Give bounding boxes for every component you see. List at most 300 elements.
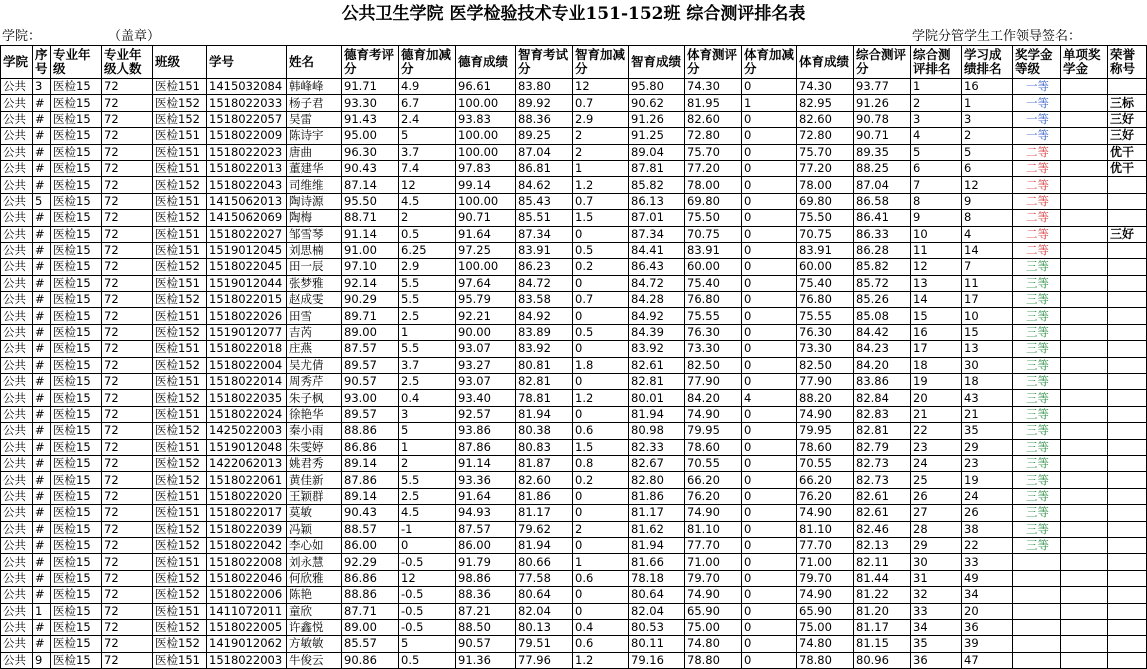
table-cell: 86.43	[629, 259, 685, 275]
table-cell: 9	[911, 210, 962, 226]
table-cell: 84.42	[854, 324, 911, 340]
table-cell: 86.23	[516, 259, 573, 275]
table-cell: #	[33, 242, 51, 258]
table-cell: 三等	[1013, 423, 1061, 439]
table-cell: 2.9	[573, 111, 629, 127]
table-cell: 77.58	[516, 570, 573, 586]
table-cell: 11	[911, 242, 962, 258]
table-cell: 79.95	[797, 423, 854, 439]
table-cell: 74.30	[797, 79, 854, 95]
table-cell: 医检15	[51, 308, 102, 324]
table-cell: 87.34	[516, 226, 573, 242]
table-cell	[1108, 79, 1147, 95]
table-cell: 0	[573, 341, 629, 357]
table-cell: #	[33, 341, 51, 357]
table-cell: 86.58	[854, 193, 911, 209]
table-cell: 7	[962, 259, 1013, 275]
table-cell	[1108, 341, 1147, 357]
table-cell: 16	[962, 79, 1013, 95]
table-cell: 医检15	[51, 357, 102, 373]
table-cell: 5	[399, 128, 456, 144]
table-cell	[1013, 570, 1061, 586]
table-cell: 唐曲	[287, 144, 342, 160]
table-cell: 0	[742, 177, 797, 193]
table-cell: 5.5	[399, 275, 456, 291]
table-cell: 三等	[1013, 374, 1061, 390]
table-cell: 5	[399, 423, 456, 439]
table-cell: 0	[573, 587, 629, 603]
table-cell: 72	[102, 111, 153, 127]
table-cell: 97.64	[456, 275, 516, 291]
table-cell: 72	[102, 455, 153, 471]
table-cell: 1518022017	[207, 505, 287, 521]
table-cell: 72	[102, 374, 153, 390]
table-cell: 26	[962, 505, 1013, 521]
table-cell: 0.2	[573, 472, 629, 488]
table-cell: #	[33, 210, 51, 226]
table-cell: 82.67	[629, 455, 685, 471]
table-cell: 72	[102, 193, 153, 209]
table-cell: 1518022013	[207, 160, 287, 176]
table-cell: 78.81	[516, 390, 573, 406]
table-cell: -0.5	[399, 587, 456, 603]
table-cell: 78.60	[685, 439, 742, 455]
table-cell: 21	[962, 406, 1013, 422]
table-cell: 医检151	[153, 603, 207, 619]
table-cell: 1518022043	[207, 177, 287, 193]
table-cell: 公共	[1, 95, 33, 111]
table-cell: 周秀芹	[287, 374, 342, 390]
table-cell: 93.07	[456, 374, 516, 390]
table-cell: #	[33, 144, 51, 160]
table-cell: 医检15	[51, 259, 102, 275]
table-cell: -0.5	[399, 603, 456, 619]
table-cell: 85.72	[854, 275, 911, 291]
table-cell: 74.90	[797, 587, 854, 603]
table-cell: 80.11	[629, 636, 685, 652]
table-cell: 87.71	[342, 603, 399, 619]
table-cell: 23	[911, 439, 962, 455]
table-cell	[1061, 95, 1108, 111]
table-cell: 韩峰峰	[287, 79, 342, 95]
table-cell: 82.04	[516, 603, 573, 619]
table-cell: 89.00	[342, 619, 399, 635]
table-cell: 0.6	[573, 423, 629, 439]
table-cell: 医检151	[153, 160, 207, 176]
table-cell: 朱雯婷	[287, 439, 342, 455]
table-cell: 1	[573, 554, 629, 570]
table-cell	[1061, 423, 1108, 439]
table-row	[1, 177, 1147, 193]
table-cell: 公共	[1, 226, 33, 242]
table-cell: 93.86	[456, 423, 516, 439]
table-row	[1, 587, 1147, 603]
table-cell: 公共	[1, 111, 33, 127]
table-cell: 医检151	[153, 308, 207, 324]
table-cell	[1108, 554, 1147, 570]
table-cell: 86.13	[629, 193, 685, 209]
table-cell: 20	[962, 603, 1013, 619]
table-cell: 15	[962, 324, 1013, 340]
table-cell: 2	[399, 210, 456, 226]
table-cell: 91.43	[342, 111, 399, 127]
table-cell: 1518022004	[207, 357, 287, 373]
table-cell: 0	[573, 505, 629, 521]
table-cell: 1518022042	[207, 537, 287, 553]
table-cell: 75.50	[685, 210, 742, 226]
table-cell: 72	[102, 259, 153, 275]
table-cell: 田雪	[287, 308, 342, 324]
table-cell: 1415062069	[207, 210, 287, 226]
table-cell: 二等	[1013, 177, 1061, 193]
table-cell: 医检15	[51, 488, 102, 504]
table-cell: 90.57	[456, 636, 516, 652]
table-cell: 医检151	[153, 505, 207, 521]
table-cell: 医检151	[153, 488, 207, 504]
table-cell: 76.80	[685, 292, 742, 308]
table-cell: 医检151	[153, 144, 207, 160]
table-cell: 三等	[1013, 505, 1061, 521]
table-cell: #	[33, 357, 51, 373]
table-cell: 3	[911, 111, 962, 127]
table-cell: 60.00	[685, 259, 742, 275]
table-cell: 91.64	[456, 488, 516, 504]
table-cell: 81.94	[516, 537, 573, 553]
table-cell: 2.4	[399, 111, 456, 127]
table-cell: 1518022020	[207, 488, 287, 504]
table-cell: 0	[742, 439, 797, 455]
table-cell: 79.16	[629, 652, 685, 668]
table-cell: 0.4	[573, 619, 629, 635]
table-cell: #	[33, 537, 51, 553]
table-cell: 4	[962, 226, 1013, 242]
column-header: 德育成绩	[456, 46, 516, 79]
table-cell: 82.84	[854, 390, 911, 406]
table-cell: 85.08	[854, 308, 911, 324]
table-cell: 92.57	[456, 406, 516, 422]
table-cell: 1415032084	[207, 79, 287, 95]
table-row	[1, 292, 1147, 308]
table-cell	[1108, 275, 1147, 291]
table-cell: 23	[962, 455, 1013, 471]
table-cell: 0	[742, 554, 797, 570]
table-cell: 医检15	[51, 226, 102, 242]
table-cell: 100.00	[456, 144, 516, 160]
table-cell: 杨子君	[287, 95, 342, 111]
table-cell	[1061, 193, 1108, 209]
table-cell: #	[33, 505, 51, 521]
table-cell: 78.80	[797, 652, 854, 668]
table-cell: -1	[399, 521, 456, 537]
table-cell: 医检15	[51, 619, 102, 635]
table-cell: 85.51	[516, 210, 573, 226]
table-cell	[1013, 603, 1061, 619]
table-cell: 84.92	[629, 308, 685, 324]
table-cell: 4.9	[399, 79, 456, 95]
table-cell: 0	[573, 275, 629, 291]
table-cell: 0	[742, 210, 797, 226]
table-cell	[1061, 111, 1108, 127]
table-cell: 93.27	[456, 357, 516, 373]
table-cell: 66.20	[685, 472, 742, 488]
table-cell: 0	[742, 406, 797, 422]
table-cell: 90.78	[854, 111, 911, 127]
table-cell: 1.8	[573, 357, 629, 373]
table-cell: -0.5	[399, 619, 456, 635]
table-cell: 1519012077	[207, 324, 287, 340]
table-cell: 医检15	[51, 472, 102, 488]
table-cell: 82.11	[854, 554, 911, 570]
table-cell: 83.58	[516, 292, 573, 308]
table-cell	[1061, 537, 1108, 553]
table-cell: 医检15	[51, 423, 102, 439]
table-cell: 29	[911, 537, 962, 553]
table-cell: 74.30	[685, 79, 742, 95]
table-cell: 公共	[1, 406, 33, 422]
table-cell: 二等	[1013, 144, 1061, 160]
table-cell	[1108, 521, 1147, 537]
table-cell: 19	[962, 472, 1013, 488]
table-cell: 公共	[1, 554, 33, 570]
table-cell: 84.92	[516, 308, 573, 324]
table-cell: 12	[573, 79, 629, 95]
table-cell: 79.51	[516, 636, 573, 652]
table-cell: 医检151	[153, 242, 207, 258]
table-cell: 2.5	[399, 488, 456, 504]
table-cell: 1518022005	[207, 619, 287, 635]
table-cell: 医检15	[51, 292, 102, 308]
table-cell: 0.6	[573, 636, 629, 652]
table-cell: 方敏敏	[287, 636, 342, 652]
table-cell: 95.00	[342, 128, 399, 144]
table-cell: 89.14	[342, 488, 399, 504]
table-cell: 1.2	[573, 390, 629, 406]
table-cell	[1061, 636, 1108, 652]
table-row	[1, 341, 1147, 357]
table-cell: 39	[962, 636, 1013, 652]
table-cell: 77.20	[685, 160, 742, 176]
table-cell: 二等	[1013, 210, 1061, 226]
table-cell: 三等	[1013, 308, 1061, 324]
table-cell: 12	[962, 177, 1013, 193]
table-cell	[1108, 636, 1147, 652]
table-cell: 0	[573, 603, 629, 619]
table-cell: 75.55	[797, 308, 854, 324]
table-cell: 91.36	[456, 652, 516, 668]
table-cell: 84.39	[629, 324, 685, 340]
table-cell: 26	[911, 488, 962, 504]
table-cell: 92.21	[456, 308, 516, 324]
table-cell: 80.83	[516, 439, 573, 455]
table-cell: 72	[102, 390, 153, 406]
table-cell: 78.60	[797, 439, 854, 455]
table-cell: 72	[102, 505, 153, 521]
table-cell: 83.92	[516, 341, 573, 357]
table-cell: 85.26	[854, 292, 911, 308]
table-cell: 72	[102, 341, 153, 357]
column-header: 学院	[1, 46, 33, 79]
table-cell: 医检15	[51, 603, 102, 619]
table-cell	[1108, 374, 1147, 390]
table-cell: 91.26	[854, 95, 911, 111]
table-cell: 65.90	[797, 603, 854, 619]
table-cell: 32	[911, 587, 962, 603]
table-cell: 82.60	[685, 111, 742, 127]
table-cell: 73.30	[797, 341, 854, 357]
table-cell: 72	[102, 488, 153, 504]
college-label: 学院：	[2, 29, 42, 44]
table-cell: 5	[911, 144, 962, 160]
table-cell: 0	[573, 226, 629, 242]
table-cell: 1518022033	[207, 95, 287, 111]
table-cell: 80.66	[516, 554, 573, 570]
table-cell: 24	[911, 455, 962, 471]
column-header: 单项奖学金	[1061, 46, 1108, 79]
table-cell: 公共	[1, 160, 33, 176]
table-cell: 0.6	[573, 570, 629, 586]
table-cell: 72	[102, 144, 153, 160]
table-cell: 1	[573, 160, 629, 176]
table-cell: 公共	[1, 619, 33, 635]
table-cell: 一等	[1013, 111, 1061, 127]
table-cell: 公共	[1, 374, 33, 390]
table-cell: 87.14	[342, 177, 399, 193]
table-cell: 刘永慧	[287, 554, 342, 570]
table-cell: 0	[742, 128, 797, 144]
table-cell: 74.90	[685, 587, 742, 603]
table-cell: 88.86	[342, 587, 399, 603]
table-cell: 二等	[1013, 193, 1061, 209]
table-cell: 88.86	[342, 423, 399, 439]
table-cell	[1108, 210, 1147, 226]
page-title: 公共卫生学院 医学检验技术专业151-152班 综合测评排名表	[341, 4, 806, 24]
table-cell: 89.92	[516, 95, 573, 111]
header-row	[1, 46, 1147, 79]
table-cell: 43	[962, 390, 1013, 406]
table-cell: 0.5	[573, 242, 629, 258]
table-cell: 82.33	[629, 439, 685, 455]
table-cell: 1519012045	[207, 242, 287, 258]
table-cell: 陶诗源	[287, 193, 342, 209]
table-cell	[1108, 406, 1147, 422]
table-cell: 95.50	[342, 193, 399, 209]
column-header: 体育加减分	[742, 46, 797, 79]
table-row	[1, 505, 1147, 521]
table-cell	[1061, 308, 1108, 324]
table-cell: 34	[962, 587, 1013, 603]
table-cell: 80.96	[854, 652, 911, 668]
table-cell: 公共	[1, 603, 33, 619]
table-cell: 25	[911, 472, 962, 488]
table-cell: 医检15	[51, 406, 102, 422]
table-cell: 81.86	[516, 488, 573, 504]
table-cell: 公共	[1, 210, 33, 226]
table-cell: 72	[102, 210, 153, 226]
table-cell: 80.13	[516, 619, 573, 635]
table-cell: 78.80	[685, 652, 742, 668]
table-cell: 82.80	[629, 472, 685, 488]
table-cell: 81.44	[854, 570, 911, 586]
table-row	[1, 374, 1147, 390]
table-cell: 81.87	[516, 455, 573, 471]
table-cell	[1061, 603, 1108, 619]
table-cell: 72	[102, 308, 153, 324]
table-cell: 徐艳华	[287, 406, 342, 422]
table-cell: 公共	[1, 79, 33, 95]
table-cell: 87.21	[456, 603, 516, 619]
table-cell: 0	[742, 324, 797, 340]
table-cell: 76.20	[797, 488, 854, 504]
table-cell: 公共	[1, 587, 33, 603]
table-cell: #	[33, 390, 51, 406]
table-cell	[1061, 472, 1108, 488]
table-cell: #	[33, 324, 51, 340]
column-header: 专业年级人数	[102, 46, 153, 79]
table-row	[1, 144, 1147, 160]
table-cell: 72.80	[685, 128, 742, 144]
table-cell: 医检15	[51, 374, 102, 390]
table-cell: 83.86	[854, 374, 911, 390]
seal-label: （盖章）	[108, 29, 161, 44]
table-cell: 0.5	[399, 226, 456, 242]
table-cell: 司维维	[287, 177, 342, 193]
table-cell: 公共	[1, 193, 33, 209]
table-cell: 一等	[1013, 95, 1061, 111]
table-cell: 100.00	[456, 259, 516, 275]
table-cell: 三好	[1108, 128, 1147, 144]
table-cell: 公共	[1, 455, 33, 471]
table-cell: 医检15	[51, 144, 102, 160]
table-cell: 0	[742, 111, 797, 127]
table-cell: 公共	[1, 390, 33, 406]
table-cell: 72	[102, 439, 153, 455]
table-cell: 二等	[1013, 242, 1061, 258]
table-cell: 医检152	[153, 423, 207, 439]
table-cell: 77.96	[516, 652, 573, 668]
table-cell: 冯颖	[287, 521, 342, 537]
table-cell: 8	[911, 193, 962, 209]
table-cell	[1108, 324, 1147, 340]
table-row	[1, 423, 1147, 439]
table-cell: 0	[399, 537, 456, 553]
table-cell: 72	[102, 242, 153, 258]
table-cell: 84.62	[516, 177, 573, 193]
table-cell: 2	[573, 521, 629, 537]
table-cell: 82.95	[797, 95, 854, 111]
table-cell	[1061, 505, 1108, 521]
table-cell: 75.70	[685, 144, 742, 160]
table-cell	[1108, 603, 1147, 619]
table-cell: 公共	[1, 308, 33, 324]
table-cell	[1108, 242, 1147, 258]
table-cell: 100.00	[456, 128, 516, 144]
table-cell: 82.61	[629, 357, 685, 373]
table-cell: 88.57	[342, 521, 399, 537]
table-cell	[1108, 472, 1147, 488]
table-cell: 80.81	[516, 357, 573, 373]
table-cell: 81.94	[629, 406, 685, 422]
table-cell: 72	[102, 226, 153, 242]
table-cell: 92.29	[342, 554, 399, 570]
table-cell: 3	[962, 111, 1013, 127]
table-cell: 83.91	[797, 242, 854, 258]
table-cell: 22	[911, 423, 962, 439]
table-cell: 77.20	[797, 160, 854, 176]
table-cell: #	[33, 128, 51, 144]
table-cell: 85.82	[629, 177, 685, 193]
table-cell: 85.43	[516, 193, 573, 209]
table-cell: 2	[399, 455, 456, 471]
